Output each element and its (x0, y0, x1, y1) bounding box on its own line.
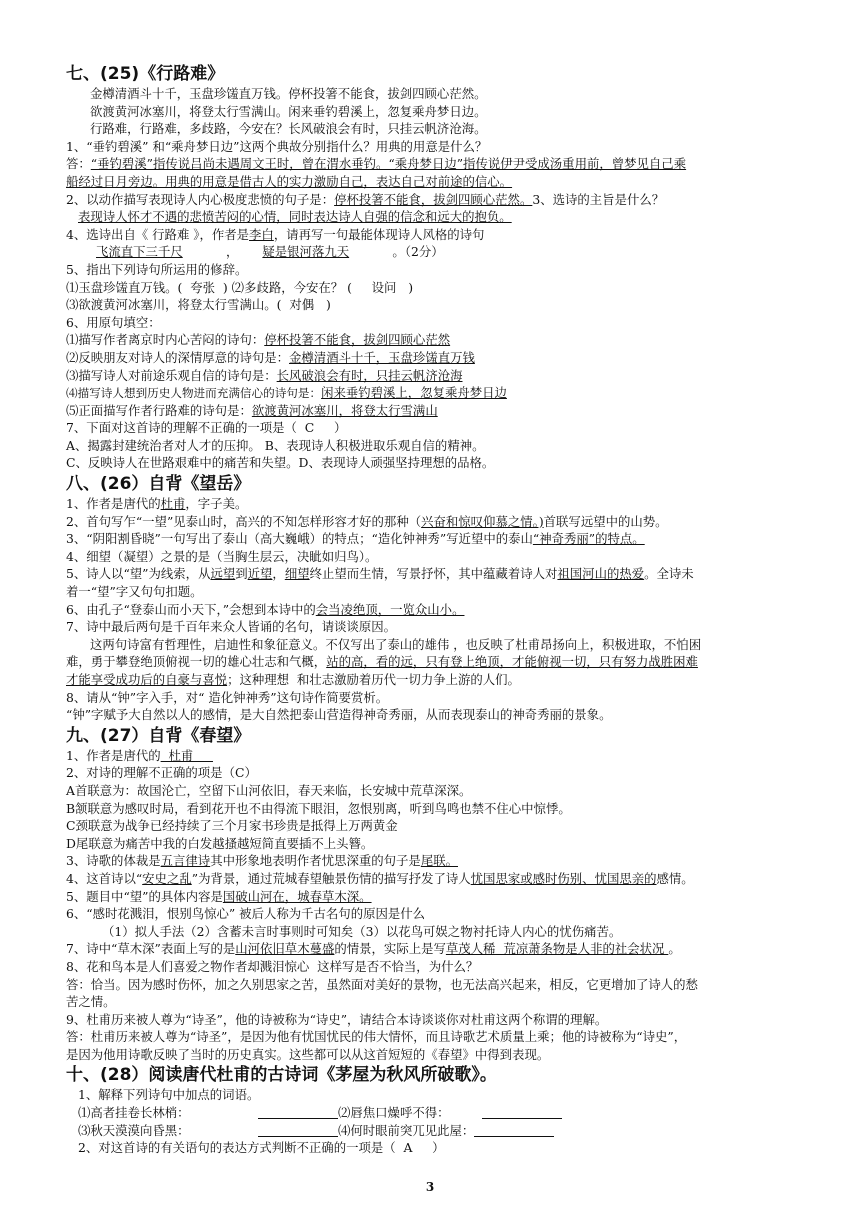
answer-text: 会当凌绝顶，一览众山小。 (315, 601, 465, 617)
question-text: 4、选诗出自《 行路难 》，作者是 (66, 226, 250, 242)
question-1: 1、“垂钓碧溪” 和“乘舟梦日边”这两个典故分别指什么？用典的用意是什么？ (66, 138, 488, 154)
word-item: ⑵唇焦口燥呼不得： (338, 1105, 450, 1121)
answer-text: 表现诗人怀才不遇的悲愤苦闷的心情，同时表达诗人自强的信念和远大的抱负。 (78, 209, 512, 225)
question-5: 5、指出下列诗句所运用的修辞。 (66, 261, 248, 277)
answer-text: ；这种理想 和壮志激励着历代一切力争上游的人们。 (227, 672, 520, 687)
question-7-options: A、揭露封建统治者对人才的压抑。 B、表现诗人积极进取乐观自信的精神。 (66, 437, 485, 453)
question-text: 终止望而生情，写景抒怀，其中蕴藏着诗人对 (309, 566, 558, 582)
section-10-title: 十、(28）阅读唐代杜甫的古诗词《茅屋为秋风所破歌》。 (66, 1065, 497, 1086)
question-6: 6、用原句填空： (66, 314, 161, 330)
s8-answer-7-cont (66, 653, 836, 671)
question-text: 3、“阴阳割昏晓”一句写出了泰山（高大巍峨）的特点；“造化钟神秀”写近望中的泰山 (66, 531, 533, 547)
answer-text: 近望 (247, 566, 273, 582)
poem-line: 欲渡黄河冰塞川，将登太行雪满山。闲来垂钓碧溪上，忽复乘舟梦日边。 (90, 103, 487, 119)
score-note: 。（2分） (392, 244, 444, 260)
answer-line: 飞流直下三千尺 (96, 244, 183, 260)
answer-text: 五言律诗 (160, 853, 211, 869)
question-text: 7、诗中“草木深”表面上写的是 (66, 941, 236, 957)
answer-text: 停杯投箸不能食，拔剑四顾心茫然 (264, 332, 451, 348)
answer-text: 欲渡黄河冰塞川，将登太行雪满山 (251, 402, 438, 418)
poem-line: 行路难，行路难，多歧路，今安在？长风破浪会有时，只挂云帆济沧海。 (90, 121, 487, 137)
s9-question-5 (66, 888, 836, 906)
s8-answer-8: “钟”字赋予大自然以人的感情，是大自然把泰山营造得神奇秀丽，从而表现泰山的神奇秀丽的景象。 (66, 707, 612, 723)
s8-answer-7: 这两句诗富有哲理性，启迪性和象征意义。不仅写出了泰山的雄伟 ，也反映了杜甫昂扬向上，积极进取，不怕困 (90, 636, 702, 652)
question-text: 。 (668, 941, 681, 957)
word-item: ⑴高者挂卷长林梢： (78, 1105, 190, 1121)
question-6-item (66, 402, 836, 420)
poem-line: 金樽清酒斗十千，玉盘珍馐直万钱。停杯投箸不能食，拔剑四顾心茫然。 (90, 86, 487, 101)
question-text: ⑵反映朋友对诗人的深情厚意的诗句是： (66, 349, 290, 365)
question-6-item (66, 384, 836, 402)
s10-question-2: 2、对这首诗的有关语句的表达方式判断不正确的一项是（ A ） (78, 1140, 445, 1156)
answer-blank[interactable] (474, 1123, 554, 1137)
s8-question-7: 7、诗中最后两句是千百年来众人皆诵的名句，请谈谈原因。 (66, 619, 397, 635)
question-text: ⑷描写诗人想到历史人物进而充满信心的诗句是： (66, 386, 322, 401)
question-text: 首联写远望中的山势。 (543, 513, 668, 529)
answer-author: 杜甫 (160, 747, 213, 763)
s9-question-4 (66, 870, 836, 888)
answer-text: 尾联。 (420, 853, 458, 869)
s10-items-row (66, 1104, 836, 1122)
s9-question-6: 6、“感时花溅泪，恨别鸟惊心” 被后人称为千古名句的原因是什么 (66, 906, 426, 922)
question-text: 5、诗人以“望”为线索，从 (66, 566, 211, 582)
question-text: 6、由孔子“登泰山而小天下，”会想到本诗中的 (66, 601, 316, 617)
question-text: 5、题目中“望”的具体内容是 (66, 888, 223, 904)
question-text: ⑸正面描写作者行路难的诗句是： (66, 402, 252, 418)
s9-answer-8-cont: 苦之情。 (66, 994, 116, 1010)
s9-option-a: A首联意为：故国沦亡，空留下山河依旧，春天来临，长安城中荒草深深。 (66, 782, 472, 798)
answer-text: 船经过日月旁边。用典的用意是借古人的实力激励自己，表达自己对前途的信心。 (66, 173, 513, 189)
question-6-item (66, 331, 836, 349)
answer-text: 兴奋和惊叹仰慕之情。) (421, 513, 544, 529)
answer-text: 草茂人稀 荒凉萧条物是人非的社会状况 (445, 941, 669, 957)
answer-blank[interactable] (482, 1105, 562, 1119)
answer-blank[interactable] (258, 1105, 338, 1119)
s9-option-d: D尾联意为痛苦中我的白发越搔越短简直要插不上头簪。 (66, 835, 374, 851)
s9-answer-9: 答：杜甫历来被人尊为“诗圣”，是因为他有忧国忧民的伟大情怀，而且诗歌艺术质量上乘；他的诗被称为“诗史”， (66, 1029, 687, 1045)
s8-question-2 (66, 513, 836, 531)
question-text: ，字子美。 (185, 496, 248, 512)
question-text: 1、作者是唐代的 (66, 747, 161, 763)
answer-text: 山河依旧草木蔓盛 (235, 941, 335, 957)
answer-text: 难，勇于攀登绝顶俯视一切的雄心壮志和气概， (66, 654, 327, 670)
answer-text: 祖国河山的热爱 (557, 566, 645, 582)
question-7-options: C、反映诗人在世路艰难中的痛苦和失望。D、表现诗人顽强坚持理想的品格。 (66, 455, 495, 471)
answer-author: 杜甫 (160, 496, 186, 512)
answer-blank[interactable] (258, 1123, 338, 1137)
question-6-item (66, 349, 836, 367)
s8-question-4: 4、细望（凝望）之景的是（当胸生层云，决眦如归鸟）。 (66, 548, 378, 564)
question-7: 7、下面对这首诗的理解不正确的一项是（ C ） (66, 420, 347, 436)
answer-text: 站的高，看的远，只有登上绝顶，才能俯视一切，只有努力战胜困难 (326, 654, 698, 670)
question-text: 其中形象地表明作者忧思深重的句子是 (210, 853, 421, 869)
s8-answer-7-cont (66, 671, 836, 689)
answer-text: 远望 (210, 566, 236, 582)
question-text: ，请再写一句最能体现诗人风格的诗句 (273, 226, 485, 242)
answer-text: 停杯投箸不能食，拔剑四顾心茫然。 (334, 191, 533, 207)
answer-author: 李白 (249, 226, 274, 242)
s8-question-6 (66, 601, 836, 619)
answer-text: 闲来垂钓碧溪上，忽复乘舟梦日边 (321, 385, 507, 401)
answer-text: 金樽清酒斗十千，玉盘珍馐直万钱 (289, 349, 475, 365)
separator: ， (226, 244, 239, 260)
s9-question-9: 9、杜甫历来被人尊为“诗圣”，他的诗被称为“诗史”，请结合本诗谈谈你对杜甫这两个称谓的理解。 (66, 1011, 608, 1027)
question-text: 。全诗未 (644, 566, 694, 582)
word-item: ⑷何时眼前突兀见此屋： (338, 1122, 475, 1138)
answer-1-cont (66, 173, 836, 191)
answer-text: 安史之乱 (142, 870, 192, 886)
answer-text: 细望 (284, 566, 310, 582)
question-text: ”为背景，通过荒城春望触景伤情的描写抒发了诗人 (191, 870, 471, 886)
s9-question-8: 8、花和鸟本是人们喜爱之物作者却溅泪惊心 这样写是否不恰当，为什么？ (66, 958, 479, 974)
word-item: ⑶秋天漠漠向昏黑： (78, 1122, 190, 1138)
section-9-title: 九、(27）自背《春望》 (66, 725, 251, 746)
s9-option-c: C颈联意为战争已经持续了三个月家书珍贵是抵得上万两黄金 (66, 818, 398, 834)
s9-answer-6: （1）拟人手法（2）含蓄未言时事则时可知矣（3）以花鸟可娱之物衬托诗人内心的忧伤痛苦。 (102, 923, 622, 939)
answer-text: 长风破浪会有时，只挂云帆济沧海 (276, 367, 463, 383)
question-text: 2、首句写乍“一望”见泰山时，高兴的不知怎样形容才好的那种（ (66, 513, 422, 529)
s9-question-3 (66, 852, 836, 870)
question-text: 感情。 (656, 870, 694, 886)
question-text: ⑶描写诗人对前途乐观自信的诗句是： (66, 367, 277, 383)
document-page (66, 62, 836, 1157)
question-text: 3、诗歌的体裁是 (66, 853, 161, 869)
s8-question-3 (66, 530, 836, 548)
question-text: ⑴描写作者离京时内心苦闷的诗句： (66, 332, 265, 348)
answer-3 (66, 208, 836, 226)
question-3: 3、选诗的主旨是什么？ (532, 191, 665, 207)
question-2 (66, 191, 836, 209)
s8-question-1 (66, 495, 836, 513)
question-text: ， (272, 566, 285, 582)
s9-question-2: 2、对诗的理解不正确的项是（C） (66, 765, 257, 781)
answer-text: “垂钓碧溪”指传说吕尚未遇周文王时，曾在渭水垂钓。“乘舟梦日边”指传说伊尹受成汤重用前，曾梦见自己乘 (90, 156, 687, 172)
s9-answer-8: 答：恰当。因为感时伤怀，加之久别思家之苦，虽然面对美好的景物，也无法高兴起来，相反，它更增加了诗人的愁 (66, 976, 698, 992)
question-text: 的情景，实际上是写 (334, 941, 446, 957)
answer-prefix: 答： (66, 156, 91, 172)
s8-question-5 (66, 565, 836, 583)
s9-answer-9-cont: 是因为他用诗歌反映了当时的历史真实。这些都可以从这首短短的《春望》中得到表现。 (66, 1046, 550, 1062)
answer-text: 国破山河在，城春草木深。 (222, 888, 372, 904)
question-text: 到 (235, 566, 248, 582)
s8-question-5-cont: 着一“望”字又句句扣题。 (66, 584, 203, 600)
answer-text: “神奇秀丽”的特点。 (532, 531, 645, 547)
answer-4 (66, 243, 836, 261)
question-text: 4、这首诗以“ (66, 870, 143, 886)
answer-line: 疑是银河落九天 (262, 244, 350, 260)
question-6-item (66, 367, 836, 385)
answer-text: 忧国思家或感时伤别、忧国思亲的 (470, 870, 657, 886)
s9-option-b: B颔联意为感叹时局，看到花开也不由得流下眼泪，忽恨别离，听到鸟鸣也禁不住心中惊悸。 (66, 800, 571, 816)
question-text: 1、作者是唐代的 (66, 496, 161, 512)
question-text: 2、以动作描写表现诗人内心极度悲愤的句子是： (66, 191, 335, 207)
question-5-item: ⑴玉盘珍馐直万钱。( 夸张 ) ⑵多歧路，今安在？ ( 设问 ) (66, 279, 414, 295)
section-8-title: 八、(26）自背《望岳》 (66, 474, 251, 495)
s10-question-1: 1、解释下列诗句中加点的词语。 (78, 1087, 260, 1103)
question-5-item: ⑶欲渡黄河冰塞川，将登太行雪满山。( 对偶 ) (66, 297, 331, 313)
s10-items-row (66, 1122, 836, 1140)
page-number: 3 (425, 1180, 435, 1194)
answer-text: 才能享受成功后的自豪与喜悦 (66, 672, 228, 687)
s8-question-8: 8、请从“钟”字入手，对“ 造化钟神秀”这句诗作简要赏析。 (66, 689, 389, 705)
s9-question-1 (66, 747, 836, 765)
question-4 (66, 226, 836, 244)
answer-1 (66, 155, 836, 173)
section-7-title: 七、(25)《行路难》 (66, 64, 225, 84)
s9-question-7 (66, 940, 836, 958)
